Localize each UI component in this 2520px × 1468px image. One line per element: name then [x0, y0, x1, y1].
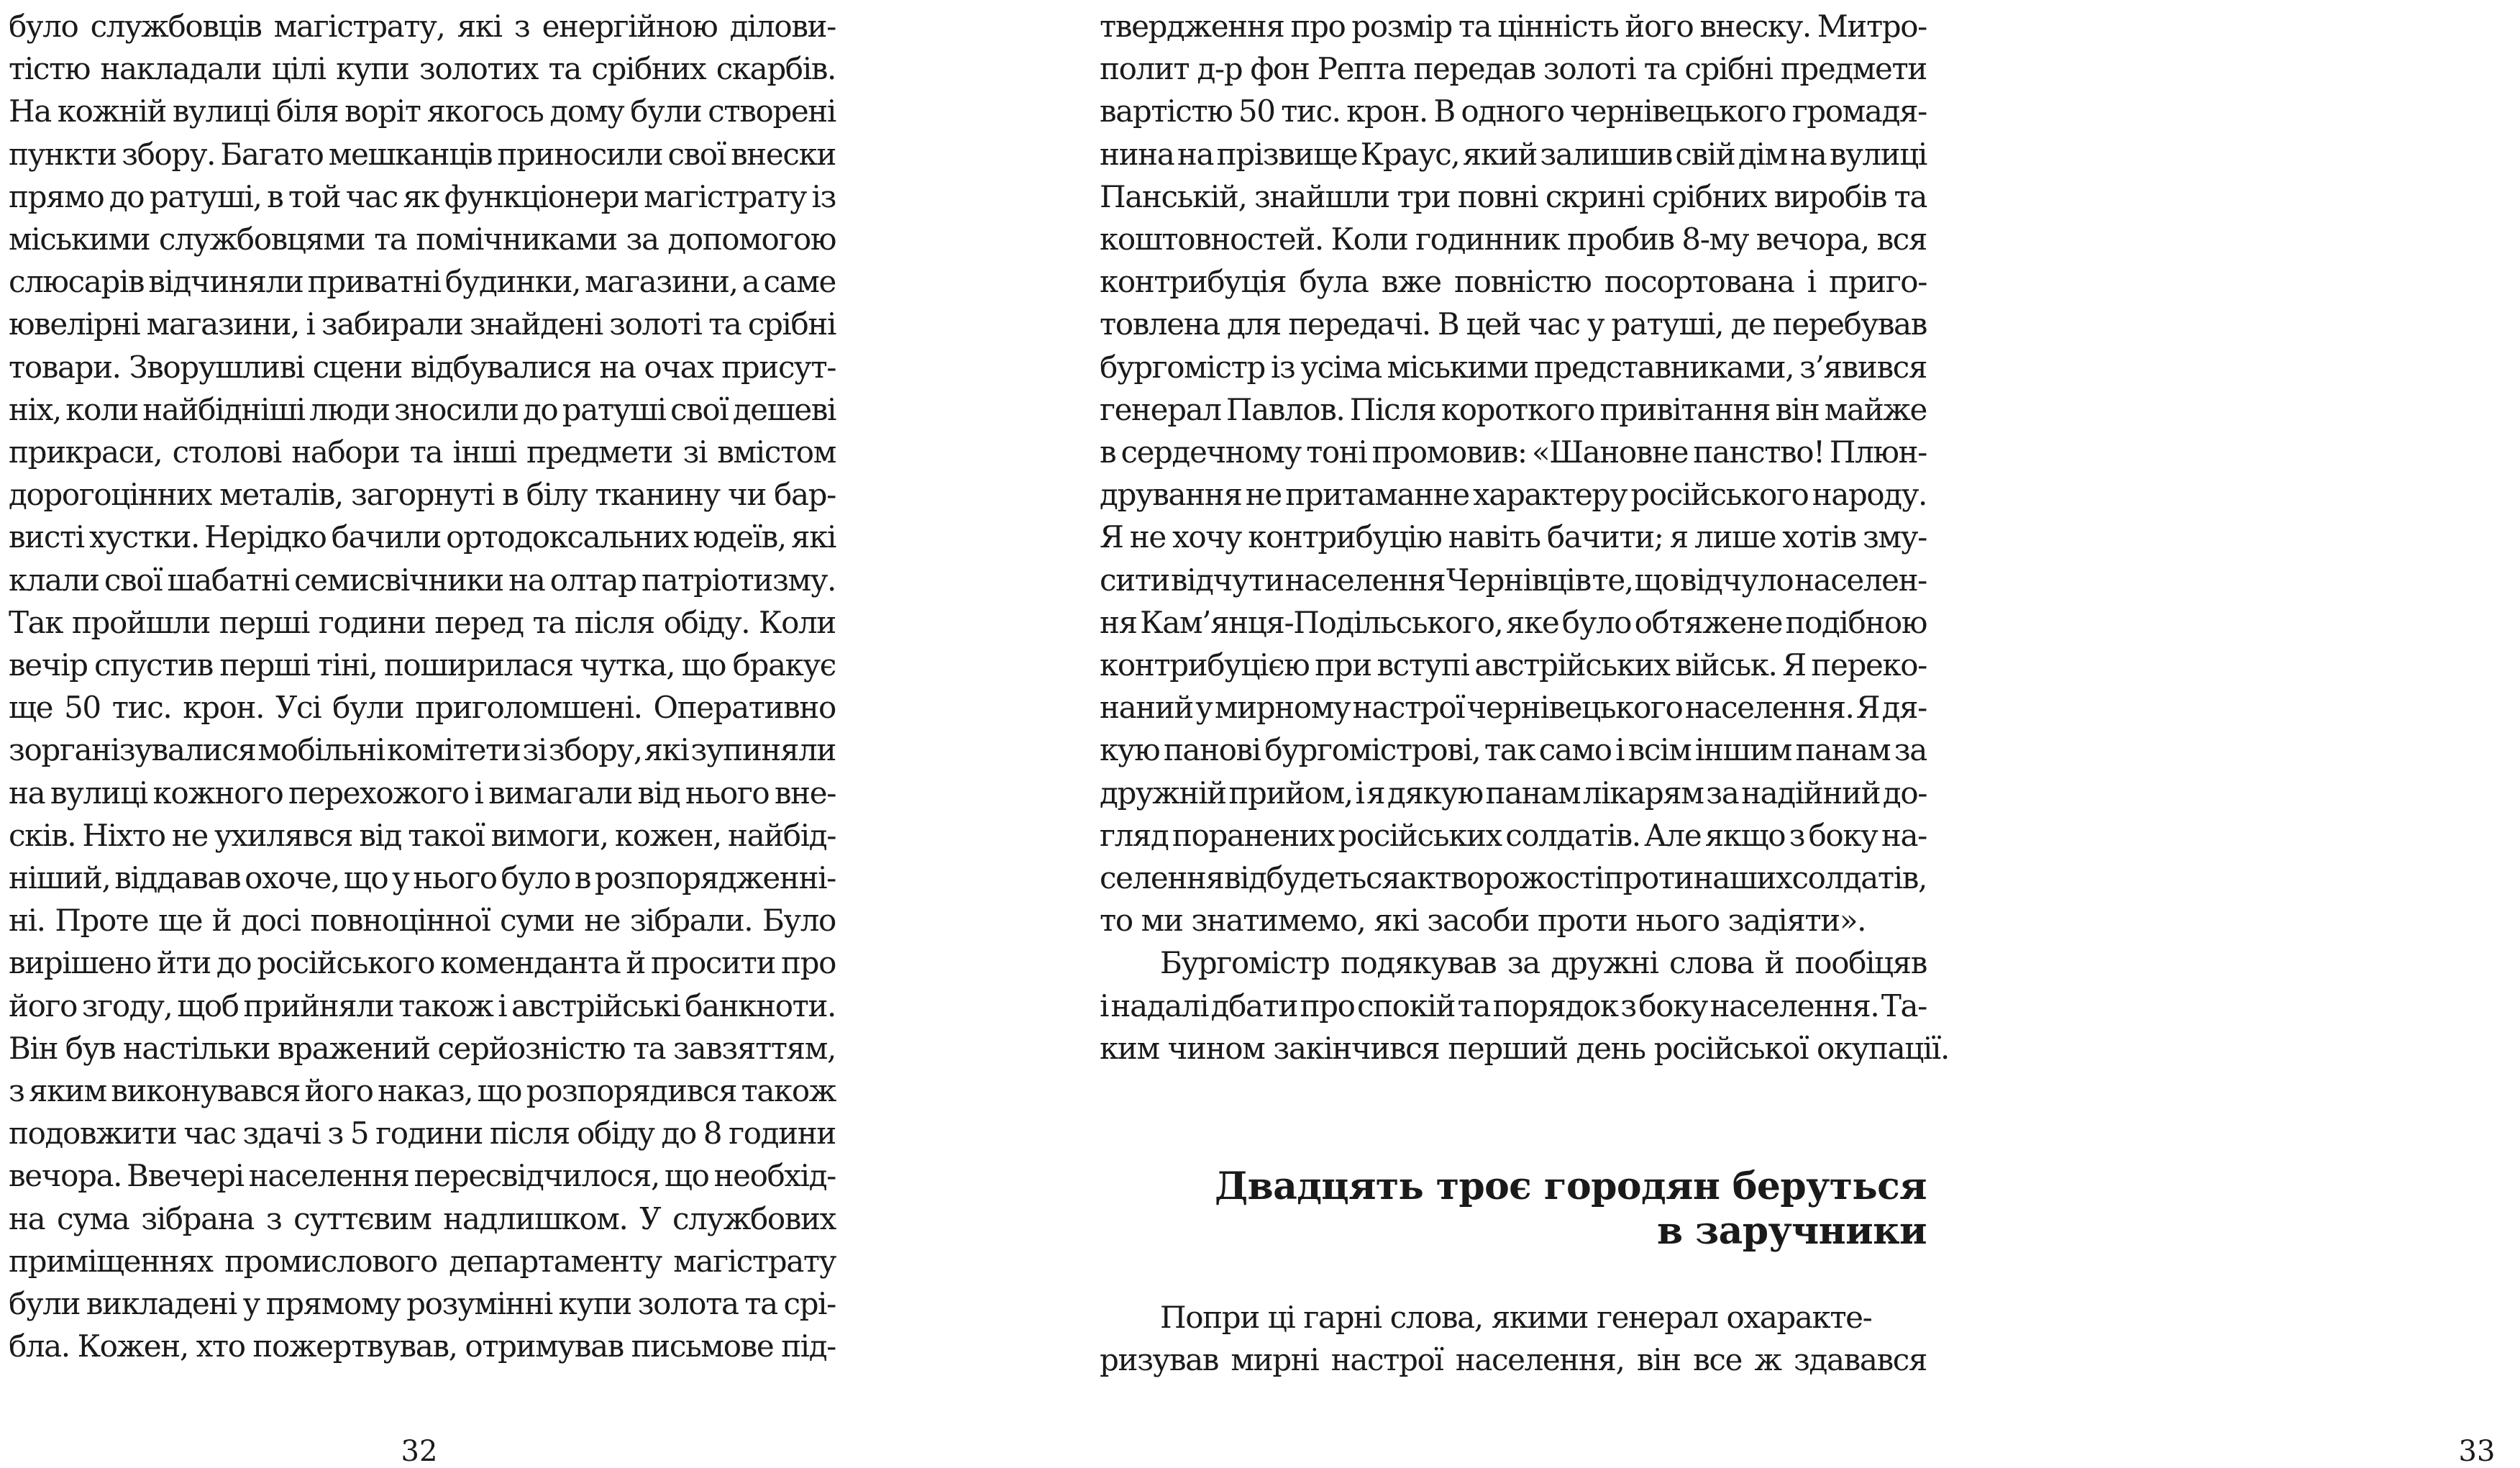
text-line: селення відбудеться акт ворожості проти наших солдатів,	[1100, 860, 1927, 895]
text-line: сити відчути населення Чернівців те, що відчуло населен-	[1100, 562, 1927, 598]
text-line: приміщеннях промислового департаменту магістрату	[9, 1243, 836, 1279]
text-line: ким чином закінчився перший день російської окупації.	[1100, 1030, 1949, 1066]
text-line: контрибуція була вже повністю посортована і приго-	[1100, 264, 1927, 300]
text-line: прикраси, столові набори та інші предмети зі вмістом	[9, 434, 836, 470]
text-line: його згоду, щоб прийняли також і австрійські банкноти.	[9, 988, 836, 1024]
text-line: і надалі дбати про спокій та порядок з боку населення. Та-	[1100, 988, 1927, 1024]
text-line: кую панові бургомістрові, так само і всім іншим панам за	[1100, 732, 1927, 768]
text-line: були викладені у прямому розумінні купи золота та срі-	[9, 1286, 836, 1321]
text-line: дорогоцінних металів, загорнуті в білу тканину чи бар-	[9, 477, 836, 513]
text-line: було службовців магістрату, які з енергійною ділови-	[9, 9, 836, 44]
text-line: бла. Кожен, хто пожертвував, отримував письмове під-	[9, 1328, 836, 1364]
left-page	[0, 0, 975, 1468]
text-line: ні. Проте ще й досі повноцінної суми не зібрали. Було	[9, 903, 836, 939]
text-line: слюсарів відчиняли приватні будинки, магазини, а саме	[9, 264, 836, 300]
text-line: Попри ці гарні слова, якими генерал охаракте-	[1160, 1300, 1872, 1335]
right-page	[975, 0, 2496, 1468]
text-line: Я не хочу контрибуцію навіть бачити; я лише хотів зму-	[1100, 519, 1927, 555]
text-line: ювелірні магазини, і забирали знайдені золоті та срібні	[9, 306, 836, 342]
page-number-left: 32	[401, 1435, 438, 1468]
text-line: то ми знатимемо, які засоби проти нього задіяти».	[1100, 903, 1866, 939]
text-line: в сердечному тоні промовив: «Шановне панство! Плюн-	[1100, 434, 1927, 470]
text-line: Панській, знайшли три повні скрині срібних виробів та	[1100, 178, 1927, 214]
text-line: наний у мирному настрої чернівецького населення. Я дя-	[1100, 690, 1927, 726]
text-line: ризував мирні настрої населення, він все ж здавався	[1100, 1342, 1927, 1378]
text-line: ня Кам’янця-Подільського, яке було обтяжене подібною	[1100, 604, 1927, 640]
section-heading: Двадцять троє городян беруться	[1214, 1164, 1927, 1208]
text-line: гляд поранених російських солдатів. Але якщо з боку на-	[1100, 817, 1927, 853]
text-line: Він був настільки вражений серйозністю та завзяттям,	[9, 1030, 836, 1066]
text-line: зорганізувалися мобільні комітети зі збору, які зупиняли	[9, 732, 836, 768]
text-line: Бургомістр подякував за дружні слова й пообіцяв	[1160, 945, 1927, 981]
text-line: На кожній вулиці біля воріт якогось дому були створені	[9, 94, 836, 129]
text-line: нина на прізвище Краус, який залишив свій дім на вулиці	[1100, 136, 1927, 172]
text-line: контрибуцією при вступі австрійських військ. Я переко-	[1100, 647, 1927, 683]
text-line: ще 50 тис. крон. Усі були приголомшені. Оперативно	[9, 690, 836, 726]
text-line: коштовностей. Коли годинник пробив 8-му вечора, вся	[1100, 222, 1927, 257]
text-line: подовжити час здачі з 5 години після обіду до 8 години	[9, 1116, 836, 1152]
text-line: сків. Ніхто не ухилявся від такої вимоги, кожен, найбід-	[9, 817, 836, 853]
text-line: ніх, коли найбідніші люди зносили до ратуші свої дешеві	[9, 391, 836, 427]
text-line: товари. Зворушливі сцени відбувалися на очах присут-	[9, 349, 836, 385]
text-line: полит д-р фон Репта передав золоті та срібні предмети	[1100, 51, 1927, 87]
text-line: на вулиці кожного перехожого і вимагали від нього вне-	[9, 775, 836, 811]
section-heading: в заручники	[1657, 1209, 1927, 1253]
text-line: Так пройшли перші години перед та після обіду. Коли	[9, 604, 836, 640]
text-line: на сума зібрана з суттєвим надлишком. У службових	[9, 1200, 836, 1236]
text-line: прямо до ратуші, в той час як функціонери магістрату із	[9, 178, 836, 214]
text-line: тістю накладали цілі купи золотих та срібних скарбів.	[9, 51, 836, 87]
text-line: міськими службовцями та помічниками за допомогою	[9, 222, 836, 257]
text-line: генерал Павлов. Після короткого привітання він майже	[1100, 391, 1927, 427]
text-line: товлена для передачі. В цей час у ратуші, де перебував	[1100, 306, 1927, 342]
text-line: дружній прийом, і я дякую панам лікарям за надійний до-	[1100, 775, 1927, 811]
text-line: клали свої шабатні семисвічники на олтар патріотизму.	[9, 562, 836, 598]
text-line: вирішено йти до російського коменданта й просити про	[9, 945, 836, 981]
text-line: з яким виконувався його наказ, що розпорядився також	[9, 1073, 836, 1108]
page-number-right: 33	[2458, 1435, 2496, 1468]
text-line: висті хустки. Нерідко бачили ортодоксальних юдеїв, які	[9, 519, 836, 555]
text-line: вечір спустив перші тіні, поширилася чутка, що бракує	[9, 647, 836, 683]
text-line: дрування не притаманне характеру російського народу.	[1100, 477, 1927, 513]
text-line: бургомістр із усіма міськими представниками, з’явився	[1100, 349, 1927, 385]
text-line: вартістю 50 тис. крон. В одного чернівецького громадя-	[1100, 94, 1927, 129]
text-line: пункти збору. Багато мешканців приносили свої внески	[9, 136, 836, 172]
text-line: ніший, віддавав охоче, що у нього було в розпорядженні-	[9, 860, 836, 895]
text-line: твердження про розмір та цінність його внеску. Митро-	[1100, 9, 1927, 44]
text-line: вечора. Ввечері населення пересвідчилося, що необхід-	[9, 1158, 836, 1194]
